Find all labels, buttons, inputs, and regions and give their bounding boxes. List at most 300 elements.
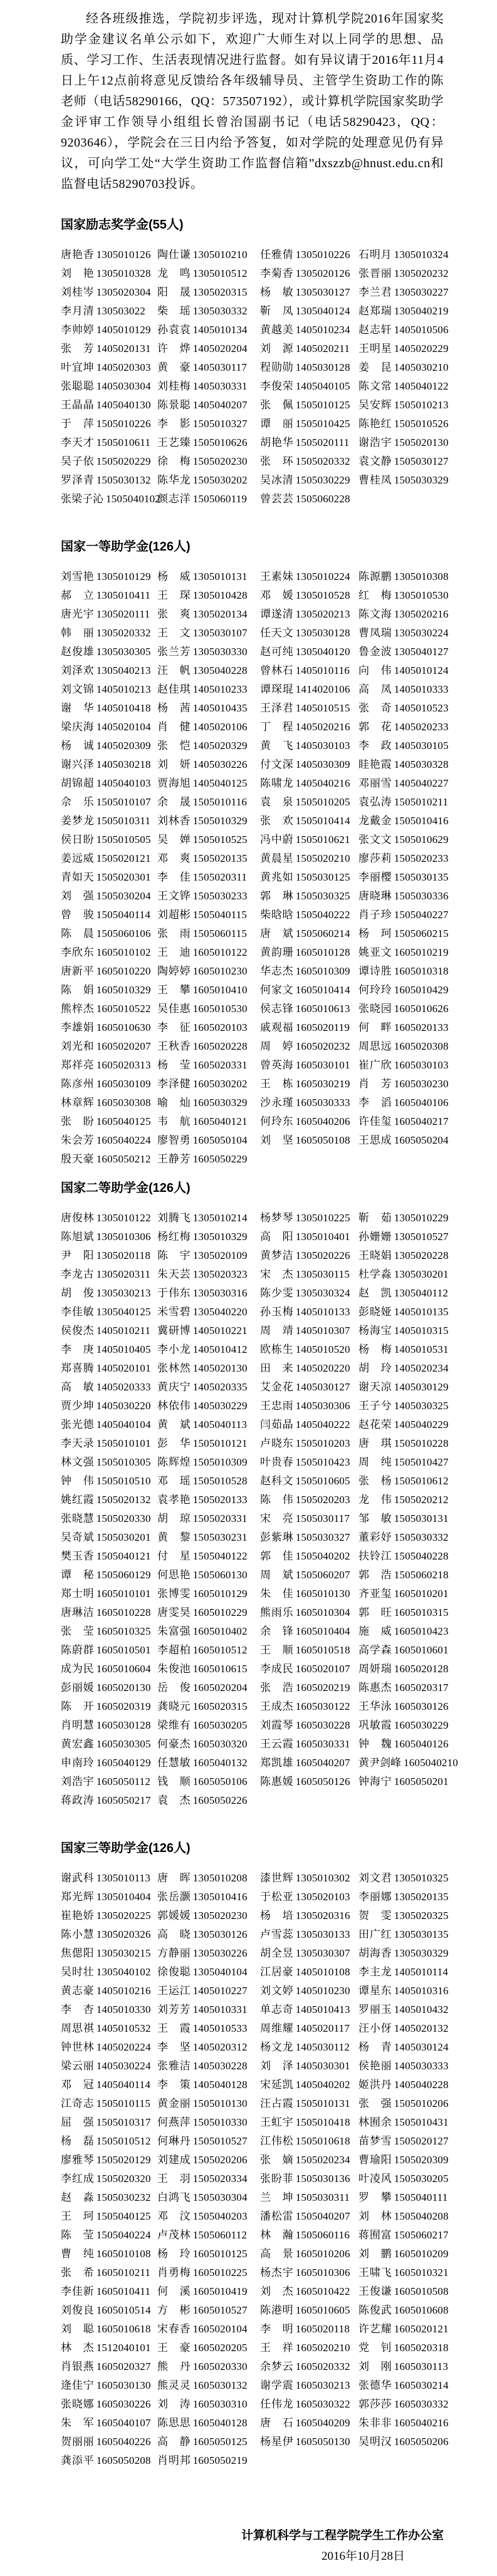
student-name: 郭琳 [260,889,293,902]
student-entry [260,1869,358,1885]
student-entry [260,1641,358,1657]
student-name: 陈莹 [61,2228,94,2241]
student-name: 许艺耀 [358,2322,392,2335]
student-entry [157,643,260,658]
student-id: 1505030132 [96,473,151,486]
student-entry [358,1284,458,1300]
student-id: 1405010418 [96,701,151,714]
student-name: 谭琛琨 [260,683,293,695]
student-entry [260,1622,358,1638]
student-entry [61,1284,157,1300]
student-id: 1405010114 [394,1965,449,1978]
student-entry [260,1697,358,1713]
student-id: 1405020309 [96,739,151,752]
student-entry [157,2376,260,2392]
student-id: 1505020234 [295,2153,350,2166]
student-entry [260,830,358,846]
student-entry [157,490,260,505]
student-name: 陈啸龙 [260,777,293,789]
student-id: 1605010230 [192,965,248,977]
student-name: 郑士明 [61,1587,94,1600]
student-entry [260,2019,358,2035]
student-name: 何畔 [358,1021,392,1033]
student-name: 李策 [157,2078,191,2091]
student-id: 1605020104 [192,2322,248,2335]
student-name: 张德华 [358,2379,392,2391]
student-name: 刘林香 [157,814,191,827]
student-entry [61,1716,157,1732]
student-entry [61,2263,157,2279]
student-entry [358,924,449,940]
student-id: 1305030115 [295,1268,350,1280]
student-id: 1405010124 [394,664,449,676]
student-id: 1305030127 [295,286,350,298]
student-entry [260,1509,358,1525]
student-id: 1605010411 [96,2285,151,2297]
student-name: 邓爽 [157,852,191,864]
student-id: 1505060115 [192,927,248,939]
student-id: 1405010432 [394,2003,449,2015]
student-entry [61,1453,157,1469]
student-id: 1405030103 [295,739,350,752]
student-entry [157,1509,260,1525]
student-id: 1605030132 [192,2379,248,2391]
student-name: 齐亚玺 [358,1587,392,1600]
student-id: 1505020334 [192,2172,248,2185]
student-id: 1405010515 [295,701,350,714]
student-name: 冯中蔚 [260,833,293,846]
student-id: 1305020213 [295,608,350,620]
student-entry [61,981,157,996]
student-id: 1605050219 [192,2454,248,2466]
student-entry [260,415,358,430]
student-entry [157,1094,260,1109]
student-id: 1405030105 [394,739,449,752]
student-id: 1405010108 [295,1965,350,1978]
student-name: 卢晓东 [260,1437,293,1449]
student-entry [260,377,358,393]
student-id: 1505010317 [96,2116,151,2128]
student-entry [157,1491,260,1506]
student-id: 1405030304 [96,380,151,392]
student-entry [358,2207,449,2223]
student-id: 1305020103 [295,1890,350,1903]
student-id: 1305040213 [96,664,151,676]
student-id: 1605010315 [394,1606,449,1618]
student-id: 1605020210 [295,2341,350,2354]
student-id: 1505030205 [394,2172,449,2185]
student-id: 1405010135 [394,1305,449,1318]
student-name: 高景 [260,2247,293,2260]
student-name: 靳凤 [260,304,293,317]
student-entry [61,1131,157,1147]
student-name: 李兰君 [358,286,392,298]
student-id: 1605030331 [295,1737,350,1750]
student-name: 杨星伊 [260,2435,293,2448]
student-name: 谢华 [61,701,94,714]
student-id: 1305040112 [394,1286,449,1299]
student-id: 1505060116 [295,2228,350,2241]
student-name: 张盼 [61,1115,94,1127]
student-id: 1405030224 [96,2059,151,2072]
student-entry [157,680,260,696]
student-entry [260,2433,358,2448]
student-entry [358,1037,449,1053]
student-id: 1605010522 [96,1002,151,1015]
student-entry [358,1869,449,1885]
student-id: 1505060217 [394,2228,449,2241]
student-entry [157,718,260,733]
student-id: 1405040103 [96,777,151,789]
student-id: 1405020117 [295,2022,350,2034]
student-name: 张林然 [157,1362,191,1374]
student-id: 1305010328 [96,267,151,279]
student-entry [260,1772,358,1788]
student-name: 李泽健 [157,1077,191,1090]
student-id: 1305040219 [394,304,449,317]
student-entry [358,283,449,299]
student-id: 1505010528 [192,1474,248,1487]
roster-grid [61,566,449,1167]
student-name: 曾英海 [260,1058,293,1071]
student-name: 鲁金波 [358,645,392,658]
student-entry [157,1566,260,1581]
student-entry [157,2263,260,2279]
student-id: 1505040224 [96,2228,151,2241]
student-id: 1605040107 [96,2416,151,2429]
student-name: 张晋丽 [358,267,392,279]
student-entry [358,2395,449,2411]
student-entry [157,1246,260,1262]
student-id: 1605050106 [192,1775,248,1787]
student-name: 朱富强 [157,1625,191,1637]
student-id: 1405040222 [295,1418,350,1430]
student-entry [260,2357,358,2373]
footer-date: 2016年10月28日 [321,2550,405,2563]
student-entry [358,981,449,996]
student-name: 胡艳华 [260,436,293,448]
student-entry [157,1112,260,1128]
student-entry [260,1547,358,1563]
student-name: 李俊荣 [260,380,293,392]
student-id: 1505020311 [192,871,248,883]
student-entry [358,1622,458,1638]
student-name: 赵郑瑞 [358,304,392,317]
student-name: 肖明慧 [61,1719,94,1731]
student-name: 王攀 [157,983,191,996]
student-name: 李红成 [61,2172,94,2185]
student-name: 张兰芳 [157,645,191,658]
student-entry [358,699,449,715]
section-title: 国家一等助学金(126人) [61,540,191,554]
student-entry [358,471,449,487]
student-id: 1505060106 [96,927,151,939]
student-id: 1305040104 [192,1965,248,1978]
student-name: 李菊香 [260,267,293,279]
student-entry [157,377,260,393]
student-name: 杨珂 [358,927,392,939]
student-entry [260,2076,358,2091]
student-name: 彭丽媛 [61,1681,94,1694]
student-id: 1405020216 [295,720,350,733]
student-id: 1605010325 [96,1625,151,1637]
student-id: 1505020129 [96,2153,151,2166]
student-name: 何豪杰 [157,1737,191,1750]
student-name: 张晓慧 [61,1512,94,1524]
student-entry [157,2188,260,2204]
student-name: 吴奇斌 [61,1531,94,1543]
student-name: 唐雯昊 [157,1606,191,1618]
student-id: 1605050208 [96,2454,151,2466]
student-id: 1605040207 [295,1756,350,1769]
student-entry [61,737,157,752]
student-name: 青如天 [61,871,94,883]
student-name: 陈彦州 [61,1077,94,1090]
student-name: 戚观福 [260,1021,293,1033]
student-entry [61,1697,157,1713]
student-entry [358,624,449,639]
student-name: 何家文 [260,983,293,996]
student-id: 1605030130 [96,2379,151,2391]
student-id: 1505060215 [394,927,449,939]
student-id: 1405010413 [295,2003,350,2015]
student-id: 1605030305 [96,1737,151,1750]
student-id: 1405010233 [192,683,248,695]
student-entry [157,1925,260,1941]
student-name: 巩敏霞 [358,1719,392,1731]
student-entry [260,1397,358,1412]
student-id: 1305030215 [96,1947,151,1959]
student-id: 1605040125 [96,1115,151,1127]
student-id: 1505060218 [394,1568,449,1581]
roster-grid [61,1207,458,1808]
student-id: 1605050217 [96,1794,151,1806]
student-name: 周靖 [260,1324,293,1337]
student-name: 汪占霞 [260,2097,293,2109]
student-id: 1605010618 [96,2322,151,2335]
student-name: 袁文静 [358,455,392,467]
student-entry [61,1888,157,1903]
student-id: 1605010225 [192,2266,248,2279]
student-name: 欧栋生 [260,1343,293,1355]
student-id: 1605010128 [295,946,350,958]
student-name: 卢雪蕊 [260,1928,293,1940]
student-id: 1305020111 [96,608,150,620]
student-id: 1405010533 [192,2022,248,2034]
student-name: 梁维有 [157,1719,191,1731]
student-id: 1505040111 [394,2191,448,2203]
student-id: 1505020135 [192,852,248,864]
student-id: 1305010416 [192,1890,248,1903]
student-entry [61,1925,157,1941]
student-name: 任雅倩 [260,248,293,261]
student-name: 王豪 [157,2341,191,2354]
student-id: 1305020325 [394,1909,449,1922]
student-name: 陈娟 [61,983,94,996]
student-id: 1605020318 [394,2341,449,2354]
student-entry [157,1303,260,1318]
student-name: 杨杰宇 [260,2266,293,2279]
student-entry [157,471,260,487]
student-id: 1605030333 [295,1096,350,1109]
student-name: 屈强 [61,2116,94,2128]
student-name: 刘强 [61,889,94,902]
student-id: 1605010429 [394,983,449,996]
student-name: 熊灵灵 [157,2379,191,2391]
student-name: 黄尹剑峰 [358,1756,401,1769]
student-id: 1305020216 [394,608,449,620]
student-name: 唐斌 [260,927,293,939]
student-entry [61,1906,157,1922]
student-name: 成为民 [61,1662,94,1675]
student-name: 王晓娟 [358,1249,392,1261]
student-entry [260,2414,358,2429]
student-id: 1505010205 [295,795,350,808]
student-entry [358,2301,449,2317]
student-entry [260,2113,358,2129]
student-name: 陶婷婷 [157,965,191,977]
student-name: 刘腾飞 [157,1211,191,1224]
student-id: 1505040222 [295,908,350,921]
student-id: 1505010629 [394,833,449,846]
student-id: 1305010302 [295,1871,350,1884]
student-entry [358,812,449,827]
student-id: 1405040207 [192,398,248,411]
student-id: 1305040124 [295,304,350,317]
student-name: 林文强 [61,1456,94,1468]
student-name: 唐新平 [61,965,94,977]
student-entry [157,1906,260,1922]
student-name: 朱非非 [358,2416,392,2429]
student-id: 1405030218 [96,758,151,770]
student-entry [157,2207,260,2223]
student-entry [61,2019,157,2035]
student-id: 1305010131 [192,570,248,582]
student-name: 于松亚 [260,1890,293,1903]
student-entry [260,2245,358,2260]
student-name: 柴瑶 [157,304,191,317]
student-name: 肖芳 [358,1077,392,1090]
student-name: 黄斌 [157,1418,191,1430]
student-id: 1305030332 [192,304,248,317]
student-name: 任伟龙 [260,2398,293,2410]
student-entry [358,264,449,280]
student-name: 钟伟 [61,1474,94,1487]
section-title: 国家二等助学金(126人) [61,1181,191,1195]
student-name: 龚添平 [61,2454,94,2466]
student-name: 陈蔚群 [61,1643,94,1656]
student-name: 陈宇 [157,1249,191,1261]
student-id: 1605020130 [96,1681,151,1694]
student-entry [157,246,260,261]
student-id: 1605010122 [192,946,248,958]
student-entry [358,2320,449,2335]
student-id: 1305020323 [192,1268,248,1280]
student-entry [260,868,358,884]
student-id: 1605030128 [96,1719,151,1731]
student-entry [61,2357,157,2373]
student-entry [358,2057,449,2072]
student-id: 1505020233 [394,852,449,864]
student-entry [157,2151,260,2166]
student-name: 艾金花 [260,1380,293,1393]
student-id: 1405020101 [96,1362,151,1374]
student-name: 陈华龙 [157,473,191,486]
student-entry [260,2395,358,2411]
student-id: 1305010530 [394,589,449,601]
student-name: 胡琼 [157,1512,191,1524]
student-name: 王啸飞 [358,2266,392,2279]
student-name: 赵淼 [61,2191,94,2203]
student-id: 1305020332 [96,626,151,639]
student-name: 何玲东 [260,1115,293,1127]
student-id: 130503022 [96,304,145,317]
student-id: 1505060207 [295,1568,350,1581]
student-name: 黄越美 [260,323,293,336]
student-entry [61,1622,157,1638]
student-id: 1605030126 [394,1700,449,1712]
student-entry [358,1660,458,1675]
student-name: 刘刚 [358,2360,392,2372]
student-id: 1305020109 [192,1249,248,1261]
student-entry [61,415,157,430]
student-entry [61,471,157,487]
student-entry [61,246,157,261]
student-entry [260,452,358,468]
student-id: 1405010435 [192,701,248,714]
student-id: 1605020103 [192,1021,248,1033]
student-entry [260,1000,358,1015]
student-entry [260,906,358,921]
student-entry [260,1472,358,1487]
student-id: 1305030324 [295,1286,350,1299]
student-name: 杨红梅 [157,1230,191,1243]
student-name: 曹瑜阳 [358,2153,392,2166]
student-entry [157,1378,260,1394]
student-id: 1305010528 [295,589,350,601]
student-entry [358,1228,458,1243]
student-entry [358,2076,449,2091]
student-name: 黄飞 [260,739,293,752]
student-entry [358,1265,458,1281]
student-id: 1605010220 [96,965,151,977]
student-name: 彭华 [157,1437,191,1449]
student-entry [260,1209,358,1224]
student-name: 张博雯 [157,1587,191,1600]
student-entry [61,1000,157,1015]
student-name: 袁孝艳 [157,1493,191,1506]
student-entry [157,830,260,846]
student-name: 龙戴金 [358,814,392,827]
student-id: 1305010225 [295,1211,350,1224]
student-name: 田来 [260,1362,293,1374]
student-id: 1305030329 [394,1947,449,1959]
student-name: 王忠雨 [260,1399,293,1412]
student-id: 1305020126 [295,267,350,279]
student-id: 1605010601 [394,1643,449,1656]
student-name: 叶贵春 [260,1456,293,1468]
student-id: 1605020331 [192,1058,248,1071]
student-name: 刘妍 [157,758,191,770]
student-name: 李杏 [61,2003,94,2015]
student-name: 熊丹 [157,2360,191,2372]
student-entry [260,2151,358,2166]
student-entry [61,490,160,505]
student-entry [157,1359,260,1375]
student-id: 1605040206 [295,1115,350,1127]
student-entry [358,1491,458,1506]
student-id: 1505010525 [192,833,248,846]
